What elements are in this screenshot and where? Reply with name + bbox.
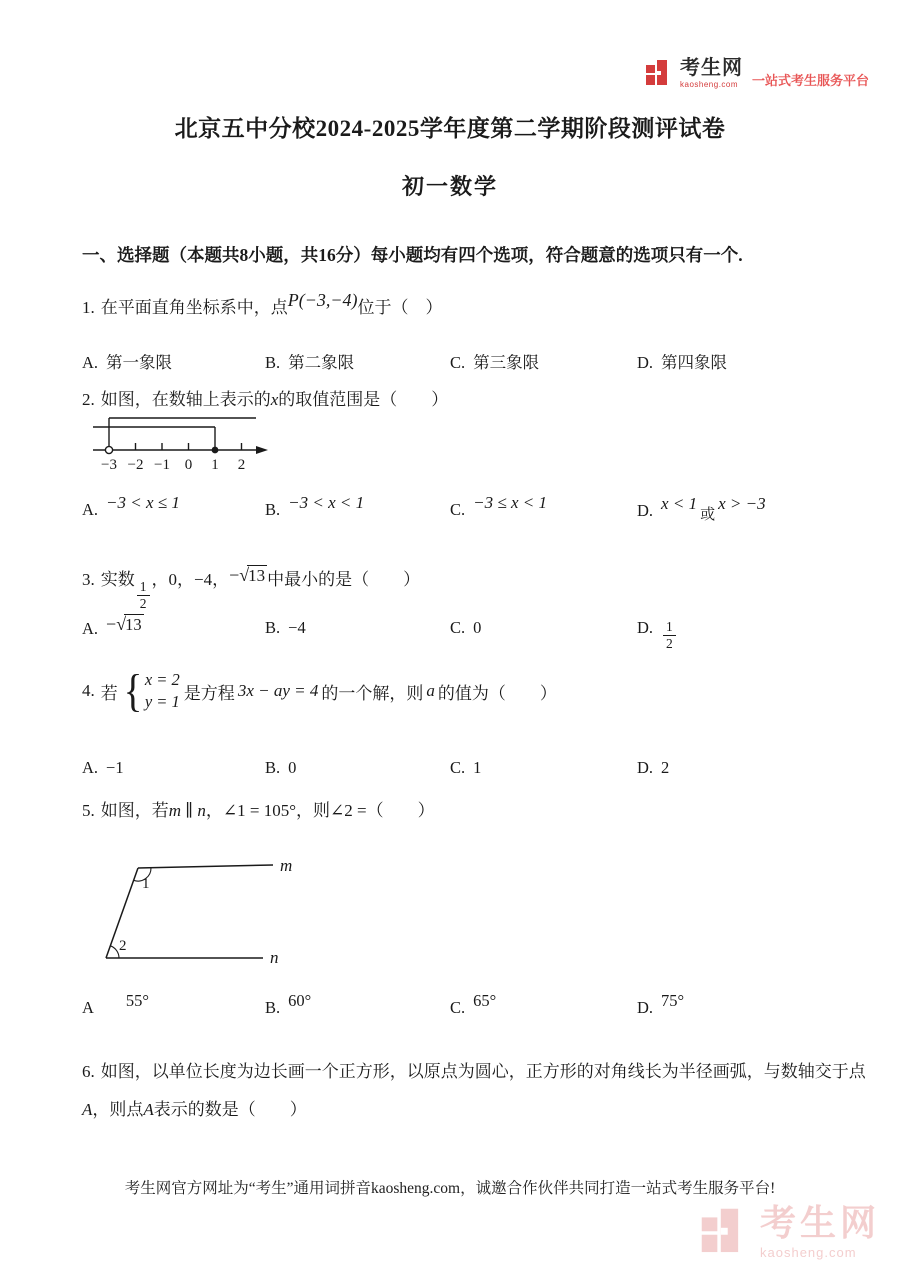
option-2a <box>82 493 180 520</box>
option-3b <box>265 618 306 638</box>
watermark-name: 考生网 <box>760 1202 881 1243</box>
option-5c <box>450 991 497 1018</box>
option-text: 0 <box>473 618 482 637</box>
option-text: −1 <box>106 758 124 777</box>
number-line-diagram <box>88 406 378 478</box>
option-4b <box>265 758 296 778</box>
paper-title: 北京五中分校2024-2025学年度第二学期阶段测评试卷 <box>174 116 726 141</box>
watermark-text-block <box>760 1202 881 1260</box>
option-2d <box>637 494 766 523</box>
brand-slogan: 一站式考生服务平台 <box>752 73 870 88</box>
angle-1-label: 1 <box>142 876 150 892</box>
negative-sqrt-13 <box>229 565 267 586</box>
option-text: 65° <box>473 991 497 1010</box>
option-label: B. <box>265 500 281 519</box>
option-2c <box>450 493 547 520</box>
system-equations <box>145 669 180 714</box>
option-3c <box>450 618 481 638</box>
line-m-label: m <box>280 856 293 875</box>
question-2-var: x <box>270 390 279 409</box>
question-4-post2: 的值为（ ） <box>437 683 557 703</box>
option-math: x < 1 <box>661 494 698 513</box>
question-1-options <box>82 349 900 375</box>
option-1c <box>450 349 539 373</box>
option-conjunction: 或 <box>700 507 716 523</box>
header-brand <box>645 58 869 90</box>
question-4-equation: 3x − ay = 4 <box>237 681 319 700</box>
question-4-options <box>82 758 900 784</box>
question-6-text: 如图，以单位长度为边长画一个正方形，以原点为圆心，正方形的对角线长为半径画弧，与数轴交于点 <box>100 1062 866 1081</box>
equation-2: y = 1 <box>144 692 180 711</box>
question-4-text: 若 <box>100 683 118 703</box>
line-n-label: n <box>270 948 279 967</box>
question-1-post: 位于（ ） <box>357 298 443 317</box>
option-label: C. <box>450 618 466 637</box>
brand-text-block <box>680 58 743 89</box>
option-label: D. <box>637 998 654 1017</box>
question-6-post: 表示的数是（ ） <box>153 1100 307 1119</box>
brand-domain: kaosheng.com <box>680 80 739 89</box>
system-brace: { <box>123 665 143 716</box>
fraction-one-half <box>137 580 150 611</box>
option-text: 第四象限 <box>661 353 728 372</box>
question-4-var: a <box>426 681 435 700</box>
question-4-stem <box>82 665 557 716</box>
option-label: A. <box>82 758 99 777</box>
question-6-stem-line1 <box>82 1057 866 1082</box>
option-4a <box>82 758 124 778</box>
paper-subtitle: 初一数学 <box>401 174 498 199</box>
radical-sign: −√ <box>229 565 250 585</box>
point-a-var: A <box>143 1100 154 1119</box>
tick-label: 0 <box>184 457 193 473</box>
question-2-options <box>82 493 900 526</box>
question-1-math: P(−3,−4) <box>287 290 358 310</box>
fraction-denominator: 2 <box>139 596 147 612</box>
brand-name: 考生网 <box>680 57 743 79</box>
kaosheng-watermark-icon <box>700 1205 752 1261</box>
tick-label: −2 <box>127 457 144 473</box>
option-label: A. <box>82 619 99 638</box>
question-5-options <box>82 991 900 1024</box>
axis-arrow-icon <box>256 446 268 454</box>
option-label: D. <box>637 758 654 777</box>
option-label: A <box>82 998 94 1017</box>
option-5d <box>637 991 685 1018</box>
fraction-denominator: 2 <box>666 636 673 652</box>
option-text: 第二象限 <box>288 353 355 372</box>
question-6-number: 6. <box>82 1062 95 1081</box>
option-label: B. <box>265 618 281 637</box>
radical-sign: −√ <box>106 614 127 634</box>
question-3-mid: ，0，−4， <box>151 570 230 589</box>
watermark-brand <box>700 1202 881 1261</box>
option-text: 75° <box>661 991 685 1010</box>
option-text: 0 <box>288 758 297 777</box>
option-text: 第一象限 <box>106 353 173 372</box>
angle-2-label: 2 <box>119 938 127 954</box>
option-label: D. <box>637 353 654 372</box>
option-3a <box>82 614 144 639</box>
option-text: −4 <box>288 618 306 637</box>
option-text: 55° <box>125 991 150 1010</box>
question-5-number: 5. <box>82 801 95 820</box>
question-3-options <box>82 614 900 652</box>
option-label: A. <box>82 500 99 519</box>
option-label: B. <box>265 998 281 1017</box>
question-4-mid: 是方程 <box>183 683 235 703</box>
option-text: 2 <box>661 758 670 777</box>
option-5a <box>82 991 150 1018</box>
question-1-number: 1. <box>82 298 95 317</box>
option-label: A. <box>82 353 99 372</box>
tick-label: 1 <box>211 457 219 473</box>
footer-note: 考生网官方网址为“考生”通用词拼音kaosheng.com，诚邀合作伙伴共同打造一站式考生服务平台! <box>124 1180 776 1197</box>
tick-label: −1 <box>154 457 170 473</box>
option-2b <box>265 493 365 520</box>
option-math: x > −3 <box>718 494 766 513</box>
option-label: B. <box>265 353 281 372</box>
option-1a <box>82 349 172 373</box>
option-label: D. <box>637 618 654 637</box>
option-fraction <box>663 620 676 651</box>
option-label: C. <box>450 758 466 777</box>
option-label: C. <box>450 500 466 519</box>
question-5-math: m ∥ n <box>168 801 206 820</box>
question-4-number: 4. <box>82 681 95 700</box>
question-3-post: 中最小的是（ ） <box>267 570 421 589</box>
option-math: −3 ≤ x < 1 <box>473 493 547 512</box>
question-2-post: 的取值范围是（ ） <box>278 390 449 409</box>
question-5-text: 如图，若 <box>100 801 169 820</box>
tick-label: 2 <box>237 457 246 473</box>
question-4-post: 的一个解，则 <box>321 683 424 703</box>
equation-system <box>122 665 180 716</box>
option-label: D. <box>637 501 654 520</box>
option-3d <box>637 618 678 651</box>
option-math: −3 < x < 1 <box>288 493 365 512</box>
option-4d <box>637 758 669 778</box>
watermark-domain: kaosheng.com <box>760 1245 857 1260</box>
question-3-text: 实数 <box>100 570 135 589</box>
section-heading: 一、选择题（本题共8小题，共16分）每小题均有四个选项，符合题意的选项只有一个. <box>82 245 743 265</box>
option-1b <box>265 349 354 373</box>
question-1-text: 在平面直角坐标系中，点 <box>100 298 288 317</box>
fraction-numerator: 1 <box>663 620 676 636</box>
fraction-numerator: 1 <box>137 580 150 596</box>
option-text: 第三象限 <box>473 353 540 372</box>
question-6-stem-line2 <box>82 1095 307 1120</box>
question-2-text: 如图，在数轴上表示的 <box>100 390 271 409</box>
option-math <box>106 614 144 635</box>
question-1-stem <box>82 290 443 318</box>
open-circle-point <box>105 446 112 453</box>
question-6-mid: ，则点 <box>92 1100 144 1119</box>
parallel-lines-diagram <box>98 848 308 973</box>
tick-label: −3 <box>101 457 117 473</box>
question-3-number: 3. <box>82 570 95 589</box>
option-math: −3 < x ≤ 1 <box>106 493 180 512</box>
option-1d <box>637 349 727 373</box>
option-5b <box>265 991 312 1018</box>
option-text: 1 <box>473 758 482 777</box>
option-text: 60° <box>288 991 312 1010</box>
question-3-stem <box>82 565 420 611</box>
equation-1: x = 2 <box>144 669 180 689</box>
question-5-mid: ，∠1 = 105°，则∠2 =（ ） <box>205 801 435 820</box>
closed-dot-point <box>212 447 219 454</box>
question-2-number: 2. <box>82 390 95 409</box>
point-a-var: A <box>82 1100 93 1119</box>
option-label: C. <box>450 998 466 1017</box>
option-label: C. <box>450 353 466 372</box>
option-label: B. <box>265 758 281 777</box>
option-4c <box>450 758 481 778</box>
question-5-stem <box>82 796 435 821</box>
radicand: 13 <box>125 615 142 634</box>
radicand: 13 <box>248 566 266 585</box>
kaosheng-logo-icon <box>645 58 675 90</box>
